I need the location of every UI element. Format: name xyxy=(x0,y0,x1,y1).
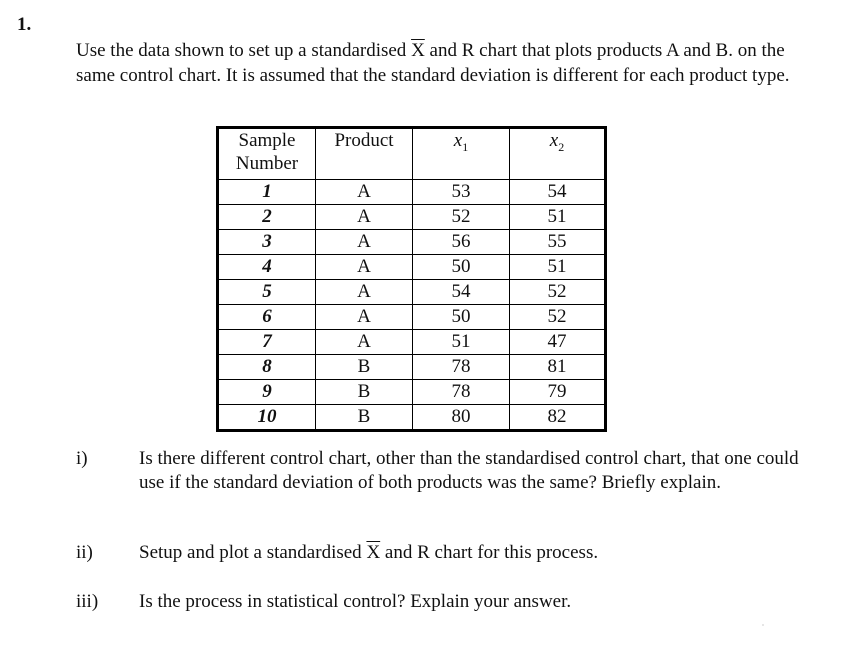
cell-sample: 6 xyxy=(218,305,316,330)
table-row xyxy=(218,380,606,405)
table-row xyxy=(218,230,606,255)
cell-sample: 3 xyxy=(218,230,316,255)
cell-sample: 9 xyxy=(218,380,316,405)
question-label: iii) xyxy=(76,591,99,612)
intro-text-part1: Use the data shown to set up a standardised xyxy=(76,40,412,61)
cell-sample: 10 xyxy=(218,405,316,431)
cell-product: A xyxy=(316,305,413,330)
cell-x2: 52 xyxy=(510,280,606,305)
table-header-row xyxy=(218,128,606,180)
cell-x2: 51 xyxy=(510,205,606,230)
question-label: i) xyxy=(76,448,88,469)
question-label: ii) xyxy=(76,542,93,563)
data-table xyxy=(216,126,607,432)
table-row xyxy=(218,330,606,355)
cell-x2: 52 xyxy=(510,305,606,330)
table-row xyxy=(218,205,606,230)
cell-x1: 78 xyxy=(413,380,510,405)
cell-product: A xyxy=(316,180,413,205)
xbar-symbol: $\overline{X}$ xyxy=(411,40,425,61)
cell-product: B xyxy=(316,380,413,405)
cell-x1: 80 xyxy=(413,405,510,431)
cell-product: A xyxy=(316,280,413,305)
cell-x1: 50 xyxy=(413,255,510,280)
cell-x2: 82 xyxy=(510,405,606,431)
cell-sample: 8 xyxy=(218,355,316,380)
stray-mark xyxy=(762,624,764,626)
table-row xyxy=(218,280,606,305)
cell-product: A xyxy=(316,255,413,280)
cell-x1: 50 xyxy=(413,305,510,330)
cell-product: B xyxy=(316,355,413,380)
question-text: Setup and plot a standardised $\overline{X}$ and R chart for this process. xyxy=(139,542,599,563)
cell-sample: 2 xyxy=(218,205,316,230)
cell-sample: 5 xyxy=(218,280,316,305)
cell-x1: 51 xyxy=(413,330,510,355)
table-row xyxy=(218,355,606,380)
cell-product: A xyxy=(316,330,413,355)
header-product: Product xyxy=(316,128,413,180)
header-sample-number: Sample Number xyxy=(218,128,316,180)
cell-x2: 51 xyxy=(510,255,606,280)
cell-x1: 54 xyxy=(413,280,510,305)
intro-text-part2: and R chart that plots products A and B. on the same control chart. It is assumed that the standard deviation is different for each product type. xyxy=(76,40,790,86)
cell-x1: 53 xyxy=(413,180,510,205)
cell-sample: 1 xyxy=(218,180,316,205)
cell-x1: 56 xyxy=(413,230,510,255)
question-text: Is the process in statistical control? Explain your answer. xyxy=(139,591,572,612)
cell-sample: 4 xyxy=(218,255,316,280)
xbar-symbol: $\overline{X}$ xyxy=(366,542,381,563)
cell-x2: 55 xyxy=(510,230,606,255)
cell-x2: 79 xyxy=(510,380,606,405)
cell-x2: 54 xyxy=(510,180,606,205)
cell-x2: 81 xyxy=(510,355,606,380)
cell-x2: 47 xyxy=(510,330,606,355)
cell-x1: 52 xyxy=(413,205,510,230)
question-text: Is there different control chart, other than the standardised control chart, that one could use if the standard deviation of both products was the same? Briefly explain. xyxy=(139,448,799,493)
cell-sample: 7 xyxy=(218,330,316,355)
cell-x1: 78 xyxy=(413,355,510,380)
header-x2: $x_2$ xyxy=(510,128,606,180)
cell-product: A xyxy=(316,205,413,230)
table-row xyxy=(218,255,606,280)
header-x1: $x_1$ xyxy=(413,128,510,180)
table-row xyxy=(218,305,606,330)
question-number: 1. xyxy=(17,14,32,35)
table-row xyxy=(218,405,606,431)
cell-product: A xyxy=(316,230,413,255)
cell-product: B xyxy=(316,405,413,431)
table-row xyxy=(218,180,606,205)
question-intro xyxy=(76,38,816,88)
